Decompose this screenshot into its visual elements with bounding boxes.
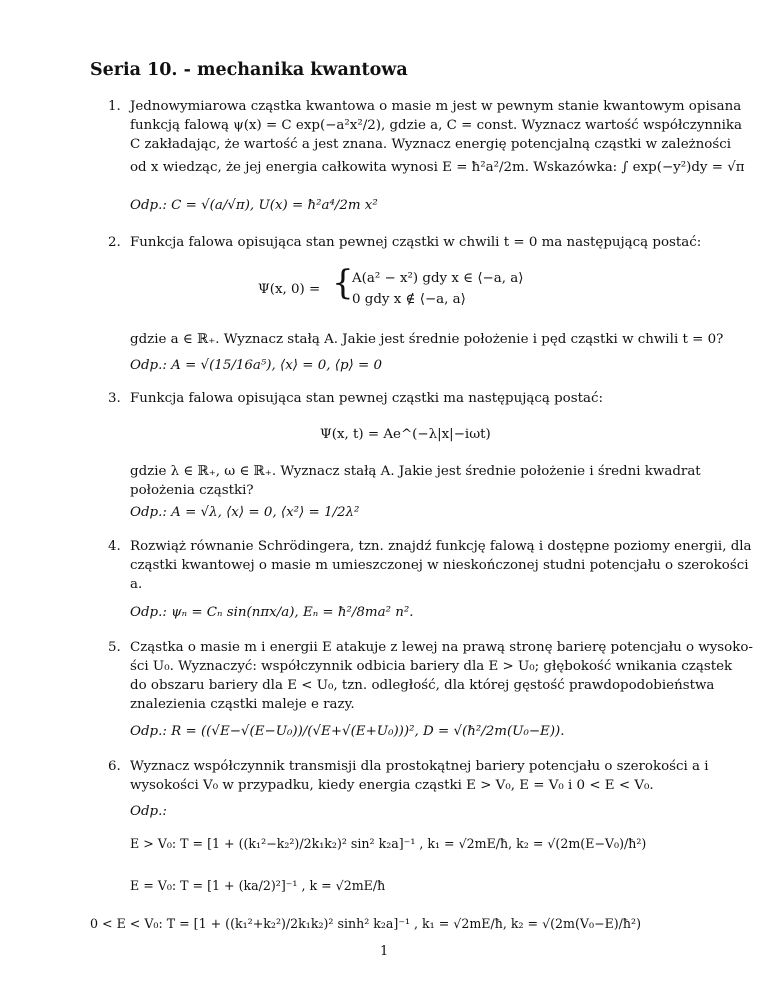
- answer: Odp.: C = √(a/√π), U(x) = ħ²a⁴/2m x²: [130, 198, 378, 213]
- left-brace: {: [332, 263, 354, 303]
- problem-text-line: od x wiedząc, że jej energia całkowita wynosi E = ħ²a²/2m. Wskazówka: ∫ exp(−y²)dy = √π: [130, 160, 745, 175]
- formula-case: A(a² − x²) gdy x ∈ ⟨−a, a⟩: [352, 271, 524, 286]
- problem-text-line: położenia cząstki?: [130, 483, 254, 498]
- problem-text-line: funkcją falową ψ(x) = C exp(−a²x²/2), gdzie a, C = const. Wyznacz wartość współczynnika: [130, 118, 743, 133]
- problem-number: 3.: [108, 391, 121, 406]
- answer-case: 0 < E < V₀: T = [1 + ((k₁²+k₂²)/2k₁k₂)² sinh² k₂a]⁻¹ , k₁ = √2mE/ħ, k₂ = √(2m(V₀−E)/ħ²): [90, 916, 641, 931]
- problem-text-line: wysokości V₀ w przypadku, kiedy energia cząstki E > V₀, E = V₀ i 0 < E < V₀.: [130, 778, 654, 793]
- answer: Odp.: ψₙ = Cₙ sin(nπx/a), Eₙ = ħ²/8ma² n².: [130, 605, 414, 620]
- problem-text-line: gdzie λ ∈ ℝ₊, ω ∈ ℝ₊. Wyznacz stałą A. Jakie jest średnie położenie i średni kwadrat: [130, 464, 701, 479]
- problem-text-line: ści U₀. Wyznaczyć: współczynnik odbicia bariery dla E > U₀; głębokość wnikania cząstek: [130, 659, 733, 674]
- problem-text-line: gdzie a ∈ ℝ₊. Wyznacz stałą A. Jakie jest średnie położenie i pęd cząstki w chwili t = 0?: [130, 332, 724, 347]
- problem-text-line: C zakładając, że wartość a jest znana. Wyznacz energię potencjalną cząstki w zależności: [130, 137, 732, 152]
- answer-case: E = V₀: T = [1 + (ka/2)²]⁻¹ , k = √2mE/ħ: [130, 878, 386, 893]
- answer: Odp.: A = √(15/16a⁵), ⟨x⟩ = 0, ⟨p⟩ = 0: [130, 358, 383, 373]
- problem-text-line: a.: [130, 577, 143, 592]
- problem-text-line: Funkcja falowa opisująca stan pewnej cząstki w chwili t = 0 ma następującą postać:: [130, 235, 702, 250]
- formula-case: 0 gdy x ∉ ⟨−a, a⟩: [352, 292, 466, 307]
- answer-label: Odp.:: [130, 804, 167, 819]
- problem-text-line: Jednowymiarowa cząstka kwantowa o masie m jest w pewnym stanie kwantowym opisana: [130, 99, 742, 114]
- answer: Odp.: A = √λ, ⟨x⟩ = 0, ⟨x²⟩ = 1/2λ²: [130, 505, 360, 520]
- problem-number: 1.: [108, 99, 121, 114]
- formula: Ψ(x, t) = Ae^(−λ|x|−iωt): [320, 427, 491, 442]
- problem-text-line: Wyznacz współczynnik transmisji dla prostokątnej bariery potencjału o szerokości a i: [130, 759, 709, 774]
- problem-text-line: Rozwiąż równanie Schrödingera, tzn. znajdź funkcję falową i dostępne poziomy energii, dla: [130, 539, 752, 554]
- page-number: 1: [380, 944, 389, 959]
- problem-text-line: znalezienia cząstki maleje e razy.: [130, 697, 355, 712]
- problem-number: 5.: [108, 640, 121, 655]
- problem-text-line: Cząstka o masie m i energii E atakuje z lewej na prawą stronę barierę potencjału o wysoko-: [130, 640, 753, 655]
- formula-lhs: Ψ(x, 0) =: [258, 282, 321, 297]
- problem-text-line: Funkcja falowa opisująca stan pewnej cząstki ma następującą postać:: [130, 391, 603, 406]
- page-title: Seria 10. - mechanika kwantowa: [90, 60, 408, 80]
- problem-number: 6.: [108, 759, 121, 774]
- problem-number: 4.: [108, 539, 121, 554]
- answer-case: E > V₀: T = [1 + ((k₁²−k₂²)/2k₁k₂)² sin² k₂a]⁻¹ , k₁ = √2mE/ħ, k₂ = √(2m(E−V₀)/ħ²): [130, 836, 647, 851]
- answer: Odp.: R = ((√E−√(E−U₀))/(√E+√(E+U₀)))², D = √(ħ²/2m(U₀−E)).: [130, 724, 565, 739]
- problem-text-line: cząstki kwantowej o masie m umieszczonej w nieskończonej studni potencjału o szerokości: [130, 558, 749, 573]
- problem-number: 2.: [108, 235, 121, 250]
- problem-text-line: do obszaru bariery dla E < U₀, tzn. odległość, dla której gęstość prawdopodobieństwa: [130, 678, 715, 693]
